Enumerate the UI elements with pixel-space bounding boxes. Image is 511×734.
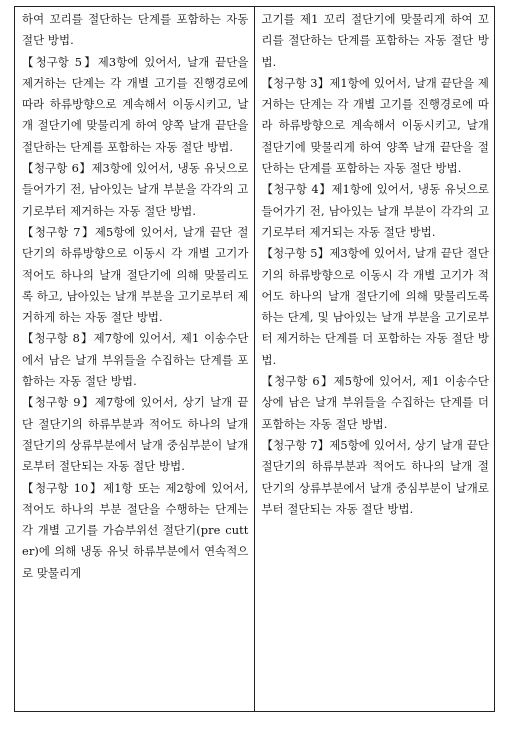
left-paragraph-0: 하여 꼬리를 절단하는 단계를 포함하는 자동 절단 방법. bbox=[22, 12, 249, 48]
left-claim-6: 【청구항 6】제3항에 있어서, 냉동 유닛으로 들어가기 전, 남아있는 날개 부분을 각각의 고기로부터 제거하는 자동 절단 방법. bbox=[22, 161, 249, 218]
right-claim-4: 【청구항 4】제1항에 있어서, 냉동 유닛으로 들어가기 전, 남아있는 날개 부분이 각각의 고기로부터 제거되는 자동 절단 방법. bbox=[261, 182, 489, 239]
left-claim-9: 【청구항 9】제7항에 있어서, 상기 날개 끝단 절단기의 하류부분과 적어도 하나의 날개 절단기의 상류부분에서 날개 중심부분이 날개로부터 절단되는 자동 절단 방법. bbox=[22, 395, 249, 474]
right-claim-5: 【청구항 5】제3항에 있어서, 날개 끝단 절단기의 하류방향으로 이동시 각 개별 고기가 적어도 하나의 날개 절단기에 의해 맞물리도록 하는 단계, 및 남아있는 날개 부분을 고기로부터 제거하는 단계를 더 포함하는 자동 절단 방법. bbox=[261, 246, 489, 367]
left-column bbox=[15, 7, 255, 711]
left-claim-5: 【청구항 5】제3항에 있어서, 날개 끝단을 제거하는 단계는 각 개별 고기를 진행경로에 따라 하류방향으로 계속해서 이동시키고, 날개 절단기에 맞물리게 하여 양쪽 날개 끝단을 절단하는 단계를 포함하는 자동 절단 방법. bbox=[22, 54, 249, 154]
left-claim-7: 【청구항 7】제5항에 있어서, 날개 끝단 절단기의 하류방향으로 이동시 각 개별 고기가 적어도 하나의 날개 절단기에 의해 맞물리도록 하고, 남아있는 날개 부분을 고기로부터 제거하게 하는 자동 절단 방법. bbox=[22, 224, 249, 325]
right-column bbox=[255, 7, 495, 711]
right-paragraph-0: 고기를 제1 꼬리 절단기에 맞물리게 하여 꼬리를 절단하는 단계를 포함하는 자동 절단 방법. bbox=[261, 12, 489, 69]
left-claim-10: 【청구항 10】제1항 또는 제2항에 있어서, 적어도 하나의 부분 절단을 수행하는 단계는 각 개별 고기를 가슴부위선 절단기(pre cutter)에 의해 냉동 유닛 하류부분에서 연속적으로 맞물리게 bbox=[22, 480, 249, 580]
right-claim-6: 【청구항 6】제5항에 있어서, 제1 이송수단 상에 남은 날개 부위들을 수집하는 단계를 더 포함하는 자동 절단 방법. bbox=[261, 374, 489, 431]
right-claim-3: 【청구항 3】제1항에 있어서, 날개 끝단을 제거하는 단계는 각 개별 고기를 진행경로에 따라 하류방향으로 계속해서 이동시키고, 날개 절단기에 맞물리게 하여 양쪽 날개 끝단을 절단하는 단계를 포함하는 자동 절단 방법. bbox=[261, 75, 489, 176]
document-table bbox=[14, 6, 495, 712]
right-claim-7: 【청구항 7】제5항에 있어서, 상기 날개 끝단 절단기의 하류부분과 적어도 하나의 날개 절단기의 상류부분에서 날개 중심부분이 날개로부터 절단되는 자동 절단 방법. bbox=[261, 437, 489, 516]
left-claim-8: 【청구항 8】제7항에 있어서, 제1 이송수단에서 남은 날개 부위들을 수집하는 단계를 포함하는 자동 절단 방법. bbox=[22, 331, 249, 389]
